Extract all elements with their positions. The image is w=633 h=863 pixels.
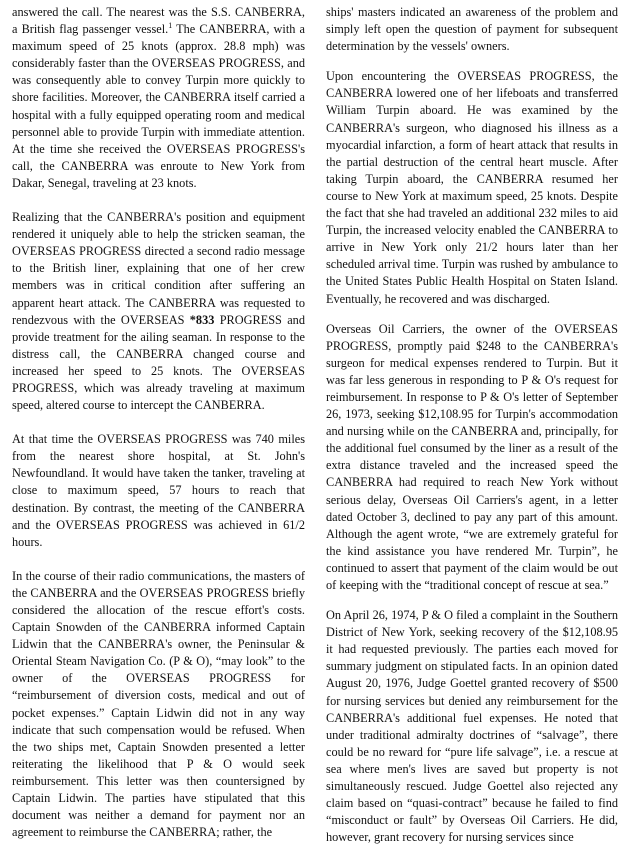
paragraph [12,209,305,414]
paragraph [12,4,305,192]
paragraph: Overseas Oil Carriers, the owner of the OVERSEAS PROGRESS, promptly paid $248 to the CANBERRA's surgeon for medical expenses rendered to Turpin. But it was far less generous in responding to P & O's request for reimbursement. In response to P & O's letter of September 26, 1973, seeking $12,108.95 for Turpin's accommodation and nursing while on the CANBERRA and, principally, for the additional fuel consumed by the liner as a result of the extra distance traveled and the increased speed the CANBERRA had required to reach New York without serious delay, Overseas Oil Carriers's agent, in a letter dated October 3, declined to pay any part of this amount. Although the agent wrote, “we are extremely grateful for the kind assistance you have rendered Mr. Turpin”, he continued to assert that payment of the claim would be out of keeping with the “traditional concept of rescue at sea.” [326,321,618,592]
paragraph-text: The CANBERRA, with a maximum speed of 25 knots (approx. 28.8 mph) was considerably faster than the OVERSEAS PROGRESS, and was consequently able to convey Turpin more quickly to shore facilities. Moreover, the CANBERRA itself carried a hospital with a fully equipped operating room and medical personnel able to provide Turpin with immediate attention. At the time she received the OVERSEAS PROGRESS's call, the CANBERRA was enroute to New York from Dakar, Senegal, traveling at 23 knots. [12,22,306,190]
paragraph: Upon encountering the OVERSEAS PROGRESS, the CANBERRA lowered one of her lifeboats and transferred William Turpin aboard. He was examined by the CANBERRA's surgeon, who diagnosed his illness as a myocardial infarction, a form of heart attack that results in the partial destruction of the central heart muscle. After taking Turpin aboard, the CANBERRA resumed her course to New York at maximum speed, 25 knots. Despite the fact that she had traveled an additional 232 miles to aid Turpin, the increased velocity enabled the CANBERRA to arrive in New York only 21/2 hours later than her scheduled arrival time. Turpin was rushed by ambulance to the United States Public Health Hospital on Staten Island. Eventually, he recovered and was discharged. [326,69,618,306]
paragraph-text: Realizing that the CANBERRA's position and equipment rendered it uniquely able to help the stricken seaman, the OVERSEAS PROGRESS directed a second radio message to the British liner, explaining that one of her crew members was in critical condition after suffering an apparent heart attack. The CANBERRA was requested to rendezvous with the OVERSEAS [12,210,305,327]
right-column [326,4,618,863]
footnote-marker[interactable]: 1 [168,21,173,30]
paragraph: ships' masters indicated an awareness of the problem and simply left open the question of payment for subsequent determination by the vessels' owners. [326,5,618,54]
paragraph: At that time the OVERSEAS PROGRESS was 740 miles from the nearest shore hospital, at St. John's Newfoundland. It would have taken the tanker, traveling at close to maximum speed, 57 hours to reach that destination. By contrast, the meeting of the CANBERRA and the OVERSEAS PROGRESS was achieved in 61/2 hours. [12,432,305,549]
paragraph: On April 26, 1974, P & O filed a complaint in the Southern District of New York, seeking recovery of the $12,108.95 it had requested previously. The parties each moved for summary judgment on stipulated facts. In an opinion dated August 20, 1976, Judge Goettel granted recovery of $500 for nursing services but denied any reimbursement for the CANBERRA's additional fuel expenses. He noted that under traditional admiralty doctrines of “salvage”, there could be no reward for “pure life salvage”, i.e. a rescue at sea where men's lives are saved but property is not simultaneously rescued. Judge Goettel also rejected any claim based on “quasi-contract” because he failed to find “misconduct or fault” by Overseas Oil Carriers. He did, however, grant recovery for nursing services since [326,608,618,845]
star-page-marker: *833 [189,312,215,327]
left-column [12,4,305,858]
paragraph: In the course of their radio communications, the masters of the CANBERRA and the OVERSEAS PROGRESS briefly considered the allocation of the rescue effort's costs. Captain Snowden of the CANBERRA informed Captain Lidwin that the CANBERRA's owner, the Peninsular & Oriental Steam Navigation Co. (P & O), “may look” to the owner of the OVERSEAS PROGRESS for “reimbursement of diversion costs, medical and out of pocket expenses.” Captain Lidwin did not in any way indicate that such compensation would be refused. When the two ships met, Captain Snowden presented a letter reiterating the likelihood that P & O would seek reimbursement. This letter was then countersigned by Captain Lidwin. The parties have stipulated that this document was neither a demand for payment nor an agreement to reimburse the CANBERRA; rather, the [12,568,305,840]
paragraph-text: answered the call. The nearest was the S.S. CANBERRA, a British flag passenger vessel. [12,5,305,37]
paragraph-text: PROGRESS and provide treatment for the ailing seaman. In response to the distress call, the CANBERRA changed course and increased her speed to 25 knots. The OVERSEAS PROGRESS, which was already traveling at maximum speed, altered course to intercept the CANBERRA. [12,312,305,413]
